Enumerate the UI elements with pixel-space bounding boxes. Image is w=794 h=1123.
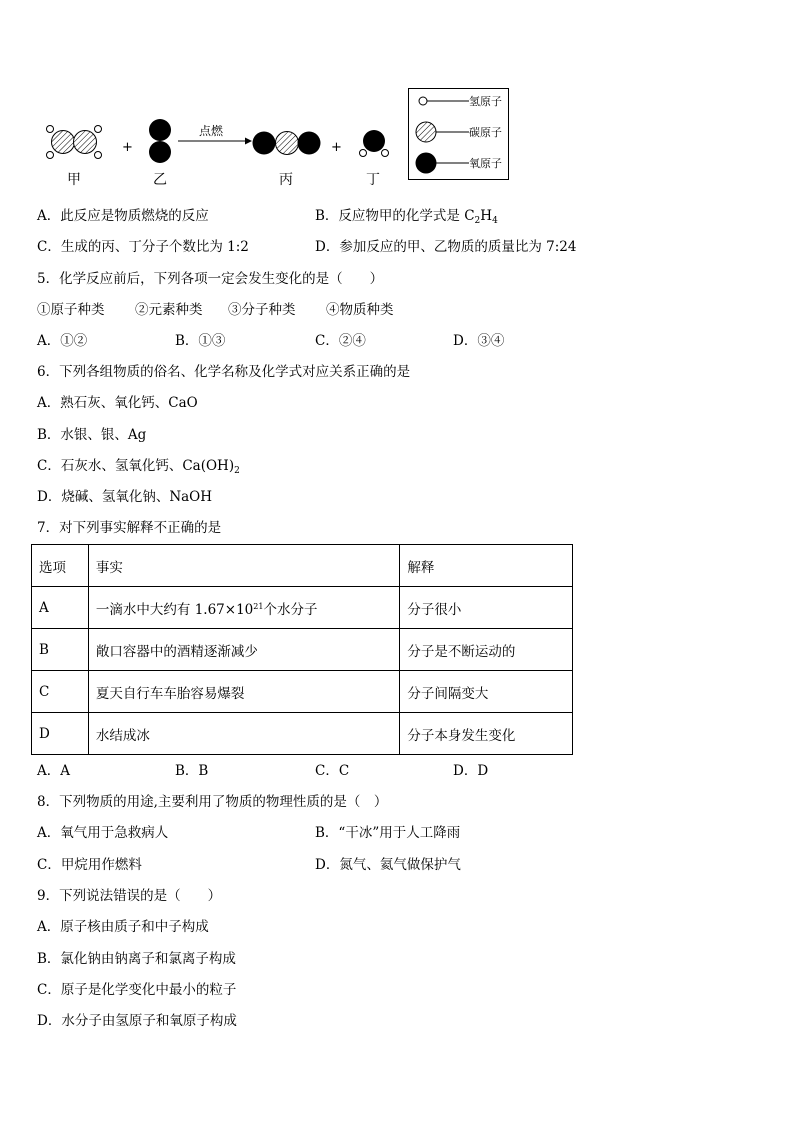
q4-option-b-sub2: 4	[492, 216, 498, 226]
row-option: D	[32, 713, 89, 755]
q6-option-b: B．水银、银、Ag	[37, 427, 147, 443]
q9-option-a: A．原子核由质子和中子构成	[37, 919, 209, 935]
molecule-ding	[360, 130, 389, 157]
q8-option-c: C．甲烷用作燃料	[37, 857, 142, 873]
q7-table	[31, 544, 573, 755]
q5-stem: 5．化学反应前后，下列各项一定会发生变化的是（ ）	[37, 271, 384, 287]
arrow-label: 点燃	[199, 124, 224, 138]
q9-option-c: C．原子是化学变化中最小的粒子	[37, 982, 237, 998]
row-explanation: 分子是不断运动的	[400, 629, 573, 671]
q9-option-d: D．水分子由氢原子和氧原子构成	[37, 1013, 237, 1029]
q6-option-a: A．熟石灰、氧化钙、CaO	[37, 395, 198, 411]
q6-option-d: D．烧碱、氢氧化钠、NaOH	[37, 489, 213, 505]
label-ding: 丁	[366, 172, 380, 188]
atom-legend	[408, 88, 509, 180]
molecule-jia	[47, 126, 102, 159]
fact-exponent: 21	[253, 601, 264, 611]
molecule-bing	[253, 132, 321, 155]
q9-stem: 9．下列说法错误的是（ ）	[37, 888, 222, 904]
fact-text-end: 个水分子	[263, 601, 318, 618]
table-row	[32, 587, 573, 629]
q5-option-b: B．①③	[175, 333, 226, 349]
q5-option-d: D．③④	[453, 333, 505, 349]
row-fact	[88, 587, 399, 629]
table-row	[32, 713, 573, 755]
row-explanation: 分子很小	[400, 587, 573, 629]
q4-option-d: D．参加反应的甲、乙物质的质量比为 7:24	[315, 239, 577, 255]
q6-option-c-sub: 2	[234, 466, 240, 476]
q4-option-c: C．生成的丙、丁分子个数比为 1:2	[37, 239, 249, 255]
fact-text: 一滴水中大约有 1.67×10	[95, 601, 254, 618]
q5-item-4: ④物质种类	[326, 302, 394, 318]
header-option: 选项	[32, 545, 89, 587]
legend-carbon: 碳原子	[469, 126, 502, 139]
q6-option-c	[37, 457, 240, 480]
legend-hydrogen: 氢原子	[469, 95, 502, 108]
row-fact: 水结成冰	[88, 713, 399, 755]
table-header-row	[32, 545, 573, 587]
label-yi: 乙	[153, 172, 167, 188]
oxygen-atom-icon	[416, 153, 437, 174]
q5-item-1: ①原子种类	[37, 302, 105, 318]
q7-option-d: D．D	[453, 763, 489, 779]
q7-option-b: B．B	[175, 763, 209, 779]
row-fact: 夏天自行车车胎容易爆裂	[88, 671, 399, 713]
row-explanation: 分子间隔变大	[400, 671, 573, 713]
carbon-atom-icon	[416, 122, 436, 142]
q8-option-a: A．氧气用于急救病人	[37, 825, 169, 841]
q4-option-a: A．此反应是物质燃烧的反应	[37, 208, 209, 224]
header-fact: 事实	[88, 545, 399, 587]
table-row	[32, 629, 573, 671]
q7-option-c: C．C	[315, 763, 350, 779]
q5-option-c: C．②④	[315, 333, 366, 349]
molecule-yi	[149, 119, 171, 163]
q5-item-3: ③分子种类	[228, 302, 296, 318]
q8-option-b: B．“干冰”用于人工降雨	[315, 825, 461, 841]
q4-option-b-text: B．反应物甲的化学式是 C	[315, 208, 475, 224]
hydrogen-atom-icon	[419, 97, 427, 105]
row-fact: 敞口容器中的酒精逐渐减少	[88, 629, 399, 671]
row-option: C	[32, 671, 89, 713]
q7-option-a: A．A	[37, 763, 70, 779]
label-jia: 甲	[67, 172, 81, 188]
q9-option-b: B．氯化钠由钠离子和氯离子构成	[37, 951, 236, 967]
q6-option-c-text: C．石灰水、氢氧化钙、Ca(OH)	[37, 458, 235, 474]
row-explanation: 分子本身发生变化	[400, 713, 573, 755]
q4-option-b-h: H	[480, 208, 493, 224]
row-option: A	[32, 587, 89, 629]
q4-option-b	[315, 207, 498, 230]
q5-option-a: A．①②	[37, 333, 88, 349]
q5-item-2: ②元素种类	[135, 302, 203, 318]
legend-graphics	[409, 89, 508, 178]
legend-oxygen: 氧原子	[469, 157, 502, 170]
q6-stem: 6．下列各组物质的俗名、化学名称及化学式对应关系正确的是	[37, 364, 411, 380]
q7-stem: 7．对下列事实解释不正确的是	[37, 520, 222, 536]
reaction-arrow	[178, 138, 252, 145]
plus-sign-2: +	[331, 140, 342, 155]
row-option: B	[32, 629, 89, 671]
label-bing: 丙	[279, 172, 293, 188]
q8-option-d: D．氮气、氦气做保护气	[315, 857, 461, 873]
table-row	[32, 671, 573, 713]
q4-option-b-sub1: 2	[474, 216, 481, 226]
plus-sign-1: +	[122, 140, 133, 155]
q8-stem: 8．下列物质的用途,主要利用了物质的物理性质的是（ ）	[37, 794, 388, 810]
header-explanation: 解释	[400, 545, 573, 587]
